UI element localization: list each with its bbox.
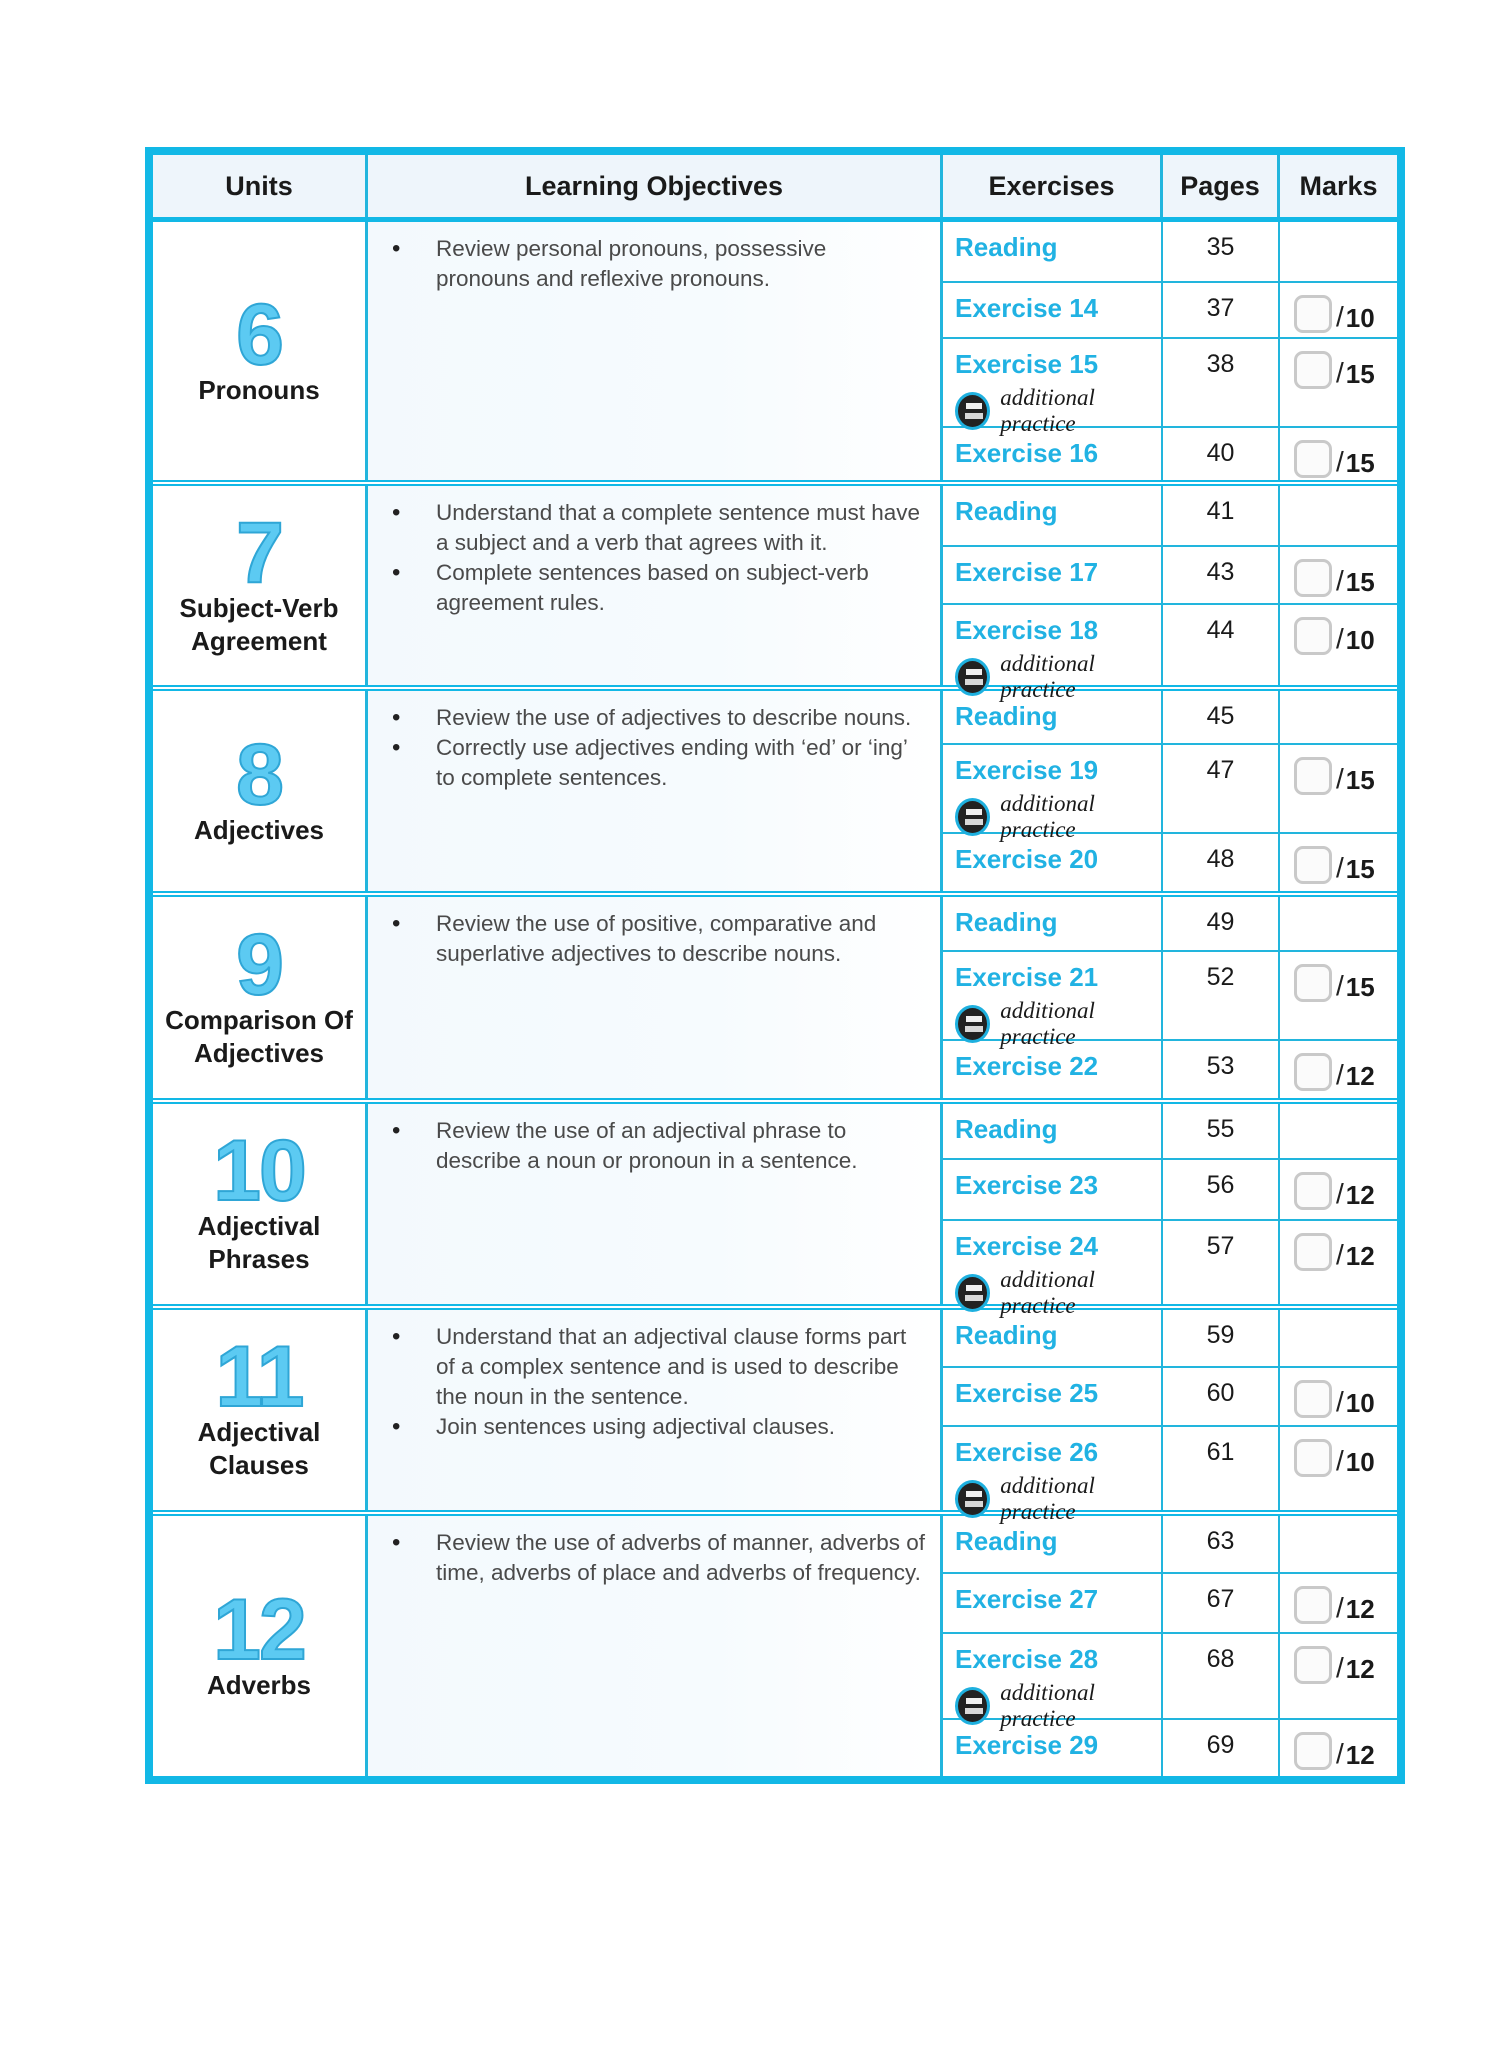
page-number: 47: [1163, 745, 1280, 832]
unit-block: [153, 222, 1397, 486]
exercise-row: [943, 745, 1397, 842]
book-stack-icon: [955, 1005, 990, 1043]
unit-number: 11: [215, 1329, 303, 1425]
exercise-link[interactable]: Exercise 14: [955, 293, 1099, 323]
exercise-row: [943, 834, 1397, 891]
score-input-box[interactable]: [1294, 1380, 1332, 1418]
marks-cell: [1280, 339, 1397, 426]
marks-cell: [1280, 428, 1397, 480]
objective-item: • Understand that an adjectival clause forms part of a complex sentence and is used to describe the noun in the sentence.: [392, 1322, 926, 1412]
exercise-row: [943, 1368, 1397, 1427]
exercise-link[interactable]: Exercise 24: [955, 1231, 1099, 1261]
slash-separator: /: [1336, 357, 1344, 388]
objective-item: • Review the use of adjectives to describe nouns.: [392, 703, 926, 733]
marks-cell: [1280, 1427, 1397, 1510]
additional-practice-label: additional practice: [1000, 1473, 1095, 1524]
learning-objectives-cell: [368, 897, 943, 1098]
header-exercises: Exercises: [943, 155, 1163, 217]
unit-number: 7: [236, 504, 282, 601]
marks-total: 12: [1345, 1594, 1375, 1624]
objective-item: • Review personal pronouns, possessive pronouns and reflexive pronouns.: [392, 234, 926, 294]
unit-name: Subject-Verb Agreement: [179, 592, 339, 656]
marks-cell: [1280, 1221, 1397, 1304]
header-pages: Pages: [1163, 155, 1280, 217]
objectives-list: [392, 1116, 926, 1176]
exercise-link[interactable]: Exercise 22: [955, 1051, 1099, 1081]
marks-cell: [1280, 1310, 1397, 1366]
page-number: 41: [1163, 486, 1280, 545]
reading-link[interactable]: Reading: [955, 1114, 1058, 1144]
score-input-box[interactable]: [1294, 1233, 1332, 1271]
marks-total: 15: [1345, 567, 1375, 597]
slash-separator: /: [1336, 565, 1344, 596]
exercise-cell: [943, 1427, 1163, 1524]
exercise-row: [943, 1516, 1397, 1574]
marks-cell: [1280, 486, 1397, 545]
objectives-list: [392, 498, 926, 618]
slash-separator: /: [1336, 1445, 1344, 1476]
unit-block: [153, 691, 1397, 897]
slash-separator: /: [1336, 1738, 1344, 1769]
unit-cell: [153, 897, 368, 1098]
exercise-link[interactable]: Exercise 28: [955, 1644, 1099, 1674]
exercise-cell: [943, 428, 1163, 480]
header-marks: Marks: [1299, 170, 1378, 201]
page-number: 48: [1163, 834, 1280, 891]
objectives-list: [392, 703, 926, 793]
exercise-link[interactable]: Exercise 26: [955, 1437, 1099, 1467]
exercise-cell: [943, 1041, 1163, 1098]
objectives-list: [392, 1528, 926, 1588]
exercise-link[interactable]: Exercise 17: [955, 557, 1099, 587]
marks-total: 15: [1345, 359, 1375, 389]
header-units: Units: [153, 155, 368, 217]
exercise-link[interactable]: Exercise 25: [955, 1378, 1099, 1408]
exercise-row: [943, 222, 1397, 283]
exercise-cell: [943, 745, 1163, 842]
score-input-box[interactable]: [1294, 440, 1332, 478]
slash-separator: /: [1336, 1239, 1344, 1270]
exercise-row: [943, 1634, 1397, 1731]
learning-objectives-cell: [368, 691, 943, 891]
exercise-rows: [943, 1310, 1397, 1524]
marks-total: 15: [1345, 972, 1375, 1002]
marks-total: 10: [1345, 1388, 1375, 1418]
marks-cell: [1280, 1041, 1397, 1098]
additional-practice-label: additional practice: [1000, 1680, 1095, 1731]
marks-cell: [1280, 897, 1397, 950]
syllabus-table: [145, 147, 1405, 1784]
exercise-cell: [943, 547, 1163, 603]
learning-objectives-cell: [368, 1104, 943, 1304]
page-number: 69: [1163, 1720, 1280, 1776]
marks-cell: [1280, 222, 1397, 281]
exercise-cell: [943, 1160, 1163, 1219]
page-number: 59: [1163, 1310, 1280, 1366]
marks-cell: [1280, 1516, 1397, 1572]
exercise-row: [943, 1720, 1397, 1776]
exercise-rows: [943, 1516, 1397, 1776]
unit-number: 8: [236, 726, 282, 823]
exercise-cell: [943, 486, 1163, 545]
table-body: [153, 222, 1397, 1776]
marks-total: 12: [1345, 1654, 1375, 1684]
exercise-link[interactable]: Exercise 18: [955, 615, 1099, 645]
score-input-box[interactable]: [1294, 1172, 1332, 1210]
exercise-cell: [943, 605, 1163, 702]
exercise-row: [943, 952, 1397, 1049]
page-number: 67: [1163, 1574, 1280, 1632]
exercise-link[interactable]: Exercise 29: [955, 1730, 1099, 1760]
score-input-box[interactable]: [1294, 964, 1332, 1002]
slash-separator: /: [1336, 970, 1344, 1001]
book-stack-icon: [955, 1480, 990, 1518]
book-stack-icon: [955, 798, 990, 836]
exercise-cell: [943, 834, 1163, 891]
page-number: 55: [1163, 1104, 1280, 1158]
slash-separator: /: [1336, 623, 1344, 654]
objectives-list: [392, 909, 926, 969]
marks-cell: [1280, 691, 1397, 743]
unit-name: Adjectives: [193, 814, 325, 845]
exercise-row: [943, 339, 1397, 436]
unit-number: 9: [236, 916, 282, 1013]
slash-separator: /: [1336, 1652, 1344, 1683]
objective-item: • Review the use of an adjectival phrase to describe a noun or pronoun in a sentence.: [392, 1116, 926, 1176]
score-input-box[interactable]: [1294, 295, 1332, 333]
marks-total: 15: [1345, 448, 1375, 478]
unit-block: [153, 486, 1397, 702]
unit-number: 10: [213, 1123, 305, 1219]
score-input-box[interactable]: [1294, 559, 1332, 597]
exercise-link[interactable]: Exercise 23: [955, 1170, 1099, 1200]
marks-total: 10: [1345, 1447, 1375, 1477]
page-number: 44: [1163, 605, 1280, 685]
reading-link[interactable]: Reading: [955, 907, 1058, 937]
score-input-box[interactable]: [1294, 1732, 1332, 1770]
exercise-row: [943, 486, 1397, 547]
exercise-link[interactable]: Exercise 19: [955, 755, 1099, 785]
reading-link[interactable]: Reading: [955, 701, 1058, 731]
objective-item: • Complete sentences based on subject-verb agreement rules.: [392, 558, 926, 618]
marks-cell: [1280, 1104, 1397, 1158]
slash-separator: /: [1336, 852, 1344, 883]
page-number: 35: [1163, 222, 1280, 281]
unit-number: 12: [213, 1581, 305, 1678]
exercise-row: [943, 1104, 1397, 1160]
exercise-cell: [943, 222, 1163, 281]
unit-name: Comparison Of Adjectives: [165, 1004, 353, 1068]
exercise-row: [943, 547, 1397, 605]
score-input-box[interactable]: [1294, 351, 1332, 389]
marks-cell: [1280, 745, 1397, 832]
unit-cell: [153, 1104, 368, 1304]
exercise-link[interactable]: Exercise 20: [955, 844, 1099, 874]
slash-separator: /: [1336, 763, 1344, 794]
exercise-cell: [943, 1574, 1163, 1632]
page-number: 56: [1163, 1160, 1280, 1219]
page-number: 57: [1163, 1221, 1280, 1304]
page-number: 53: [1163, 1041, 1280, 1098]
slash-separator: /: [1336, 301, 1344, 332]
table-header: [153, 155, 1397, 222]
exercise-row: [943, 428, 1397, 480]
slash-separator: /: [1336, 1178, 1344, 1209]
exercise-rows: [943, 486, 1397, 702]
score-input-box[interactable]: [1294, 617, 1332, 655]
exercise-cell: [943, 283, 1163, 337]
exercise-link[interactable]: Exercise 21: [955, 962, 1099, 992]
unit-block: [153, 1310, 1397, 1524]
objective-item: • Review the use of adverbs of manner, adverbs of time, adverbs of place and adverbs of frequency.: [392, 1528, 926, 1588]
slash-separator: /: [1336, 1386, 1344, 1417]
exercise-cell: [943, 1310, 1163, 1366]
exercise-link[interactable]: Exercise 16: [955, 438, 1099, 468]
unit-cell: [153, 1310, 368, 1510]
objective-item: • Review the use of positive, comparative and superlative adjectives to describe nouns.: [392, 909, 926, 969]
exercise-link[interactable]: Exercise 15: [955, 349, 1099, 379]
page-number: 37: [1163, 283, 1280, 337]
marks-total: 12: [1345, 1740, 1375, 1770]
marks-total: 15: [1345, 854, 1375, 884]
page-number: 43: [1163, 547, 1280, 603]
marks-cell: [1280, 1368, 1397, 1425]
exercise-row: [943, 1427, 1397, 1524]
marks-total: 10: [1345, 303, 1375, 333]
exercise-rows: [943, 897, 1397, 1098]
marks-cell: [1280, 1160, 1397, 1219]
exercise-cell: [943, 1634, 1163, 1731]
marks-total: 15: [1345, 765, 1375, 795]
unit-block: [153, 897, 1397, 1104]
objective-item: • Join sentences using adjectival clauses.: [392, 1412, 926, 1442]
additional-practice-label: additional practice: [1000, 998, 1095, 1049]
page-number: 40: [1163, 428, 1280, 480]
exercise-cell: [943, 1368, 1163, 1425]
additional-practice-label: additional practice: [1000, 651, 1095, 702]
marks-cell: [1280, 834, 1397, 891]
score-input-box[interactable]: [1294, 757, 1332, 795]
score-input-box[interactable]: [1294, 1586, 1332, 1624]
marks-cell: [1280, 952, 1397, 1039]
page-number: 60: [1163, 1368, 1280, 1425]
book-stack-icon: [955, 1687, 990, 1725]
exercise-row: [943, 691, 1397, 745]
reading-link[interactable]: Reading: [955, 496, 1058, 526]
unit-cell: [153, 691, 368, 891]
unit-name: Pronouns: [198, 374, 320, 405]
objective-item: • Correctly use adjectives ending with ‘ed’ or ‘ing’ to complete sentences.: [392, 733, 926, 793]
exercise-row: [943, 283, 1397, 339]
marks-cell: [1280, 1574, 1397, 1632]
objectives-list: [392, 234, 926, 294]
marks-cell: [1280, 547, 1397, 603]
exercise-row: [943, 1160, 1397, 1221]
exercise-cell: [943, 691, 1163, 743]
exercise-rows: [943, 222, 1397, 480]
exercise-row: [943, 605, 1397, 702]
page-number: 63: [1163, 1516, 1280, 1572]
page-number: 49: [1163, 897, 1280, 950]
marks-cell: [1280, 605, 1397, 685]
slash-separator: /: [1336, 446, 1344, 477]
objective-item: • Understand that a complete sentence must have a subject and a verb that agrees with it.: [392, 498, 926, 558]
exercise-rows: [943, 1104, 1397, 1318]
learning-objectives-cell: [368, 222, 943, 480]
learning-objectives-cell: [368, 1310, 943, 1510]
learning-objectives-cell: [368, 486, 943, 685]
reading-link[interactable]: Reading: [955, 1320, 1058, 1350]
page-number: 52: [1163, 952, 1280, 1039]
page-number: 38: [1163, 339, 1280, 426]
book-stack-icon: [955, 1274, 990, 1312]
marks-cell: [1280, 1634, 1397, 1718]
exercise-cell: [943, 1516, 1163, 1572]
unit-name: Adverbs: [206, 1669, 312, 1700]
exercise-cell: [943, 1720, 1163, 1776]
exercise-link[interactable]: Exercise 27: [955, 1584, 1099, 1614]
slash-separator: /: [1336, 1592, 1344, 1623]
unit-cell: [153, 1516, 368, 1776]
book-stack-icon: [955, 658, 990, 696]
unit-number: 6: [236, 286, 282, 383]
score-input-box[interactable]: [1294, 1646, 1332, 1684]
marks-cell: [1280, 1720, 1397, 1776]
objectives-list: [392, 1322, 926, 1442]
additional-practice-label: additional practice: [1000, 791, 1095, 842]
exercise-row: [943, 1574, 1397, 1634]
marks-total: 12: [1345, 1180, 1375, 1210]
score-input-box[interactable]: [1294, 846, 1332, 884]
book-stack-icon: [955, 392, 990, 430]
exercise-cell: [943, 339, 1163, 436]
additional-practice-label: additional practice: [1000, 1267, 1095, 1318]
unit-block: [153, 1104, 1397, 1318]
unit-cell: [153, 222, 368, 480]
exercise-row: [943, 1041, 1397, 1098]
marks-total: 12: [1345, 1061, 1375, 1091]
unit-cell: [153, 486, 368, 685]
exercise-rows: [943, 691, 1397, 891]
unit-block: [153, 1516, 1397, 1776]
page-number: 68: [1163, 1634, 1280, 1718]
exercise-cell: [943, 897, 1163, 950]
exercise-row: [943, 1221, 1397, 1318]
marks-total: 12: [1345, 1241, 1375, 1271]
score-input-box[interactable]: [1294, 1439, 1332, 1477]
unit-name: Adjectival Clauses: [197, 1417, 321, 1480]
exercise-cell: [943, 952, 1163, 1049]
header-learning-objectives: Learning Objectives: [368, 155, 943, 217]
additional-practice-label: additional practice: [1000, 385, 1095, 436]
exercise-row: [943, 1310, 1397, 1368]
exercise-cell: [943, 1104, 1163, 1158]
page-number: 45: [1163, 691, 1280, 743]
exercise-row: [943, 897, 1397, 952]
reading-link[interactable]: Reading: [955, 232, 1058, 262]
slash-separator: /: [1336, 1059, 1344, 1090]
exercise-cell: [943, 1221, 1163, 1318]
marks-total: 10: [1345, 625, 1375, 655]
score-input-box[interactable]: [1294, 1053, 1332, 1091]
marks-cell: [1280, 283, 1397, 337]
reading-link[interactable]: Reading: [955, 1526, 1058, 1556]
page-number: 61: [1163, 1427, 1280, 1510]
learning-objectives-cell: [368, 1516, 943, 1776]
unit-name: Adjectival Phrases: [197, 1211, 321, 1274]
